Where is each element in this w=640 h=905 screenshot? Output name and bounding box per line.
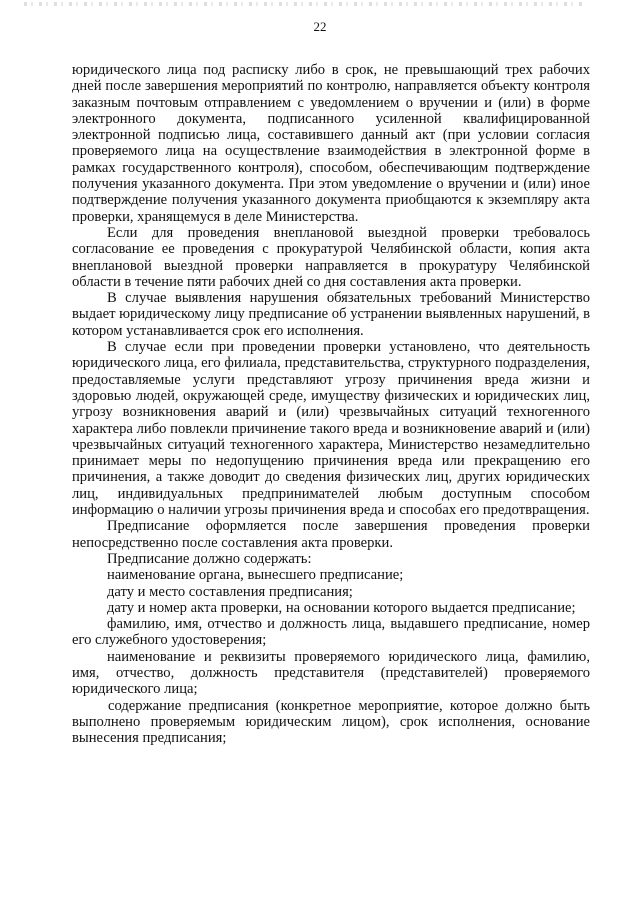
list-item: фамилию, имя, отчество и должность лица, выдавшего предписание, номер его служебного удостоверения; bbox=[72, 616, 590, 649]
list-item: дату и номер акта проверки, на основании которого выдается предписание; bbox=[107, 599, 576, 616]
list-item: наименование и реквизиты проверяемого юридического лица, фамилию, имя, отчество, должность представителя (представителей) проверяемого юридического лица; bbox=[72, 648, 590, 698]
scan-artifact bbox=[24, 2, 584, 6]
list-item: содержание предписания (конкретное мероприятие, которое должно быть выполнено проверяемым юридическим лицом), срок исполнения, основание вынесения предписания; bbox=[72, 697, 590, 747]
paragraph: Предписание должно содержать: bbox=[107, 550, 312, 567]
paragraph: Если для проведения внеплановой выездной проверки требовалось согласование ее проведения с прокуратурой Челябинской области, копия акта внеплановой выездной проверки направляется в прокуратуру Челябинской области в течение пяти рабочих дней со дня составления акта проверки. bbox=[72, 224, 590, 290]
page-number: 22 bbox=[313, 19, 327, 34]
paragraph: В случае если при проведении проверки установлено, что деятельность юридического лица, его филиала, представительства, структурного подразделения, предоставляемые услуги представляют угрозу причинения вреда жизни и здоровью людей, окружающей среде, имуществу физических и юридических лиц, угрозу возникновения аварий и (или) чрезвычайных ситуаций техногенного характера либо повлекли причинение такого вреда и возникновение аварий и (или) чрезвычайных ситуаций техногенного характера, Министерство незамедлительно принимает меры по недопущению причинения вреда или прекращению его причинения, а также доводит до сведения физических лиц, других юридических лиц, индивидуальных предпринимателей любым доступным способом информацию о наличии угрозы причинения вреда и способах его предотвращения. bbox=[72, 339, 590, 519]
paragraph-continuation: юридического лица под расписку либо в срок, не превышающий трех рабочих дней после завершения мероприятий по контролю, направляется объекту контроля заказным почтовым отправлением с уведомлением о вручении и (или) в форме электронного документа, подписанного усиленной квалифицированной электронной подписью лица, составившего данный акт (при условии согласия проверяемого лица на осуществление взаимодействия в электронной форме в рамках государственного контроля), способом, обеспечивающим подтверждение получения указанного документа. При этом уведомление о вручении и (или) иное подтверждение получения указанного документа приобщаются к экземпляру акта проверки, хранящемуся в деле Министерства. bbox=[72, 62, 590, 225]
list-item: дату и место составления предписания; bbox=[107, 583, 353, 600]
paragraph: В случае выявления нарушения обязательных требований Министерство выдает юридическому лицу предписание об устранении выявленных нарушений, в котором устанавливается срок его исполнения. bbox=[72, 290, 590, 339]
list-item: наименование органа, вынесшего предписание; bbox=[107, 567, 404, 584]
document-body bbox=[72, 62, 590, 746]
paragraph: Предписание оформляется после завершения проведения проверки непосредственно после составления акта проверки. bbox=[72, 518, 590, 551]
